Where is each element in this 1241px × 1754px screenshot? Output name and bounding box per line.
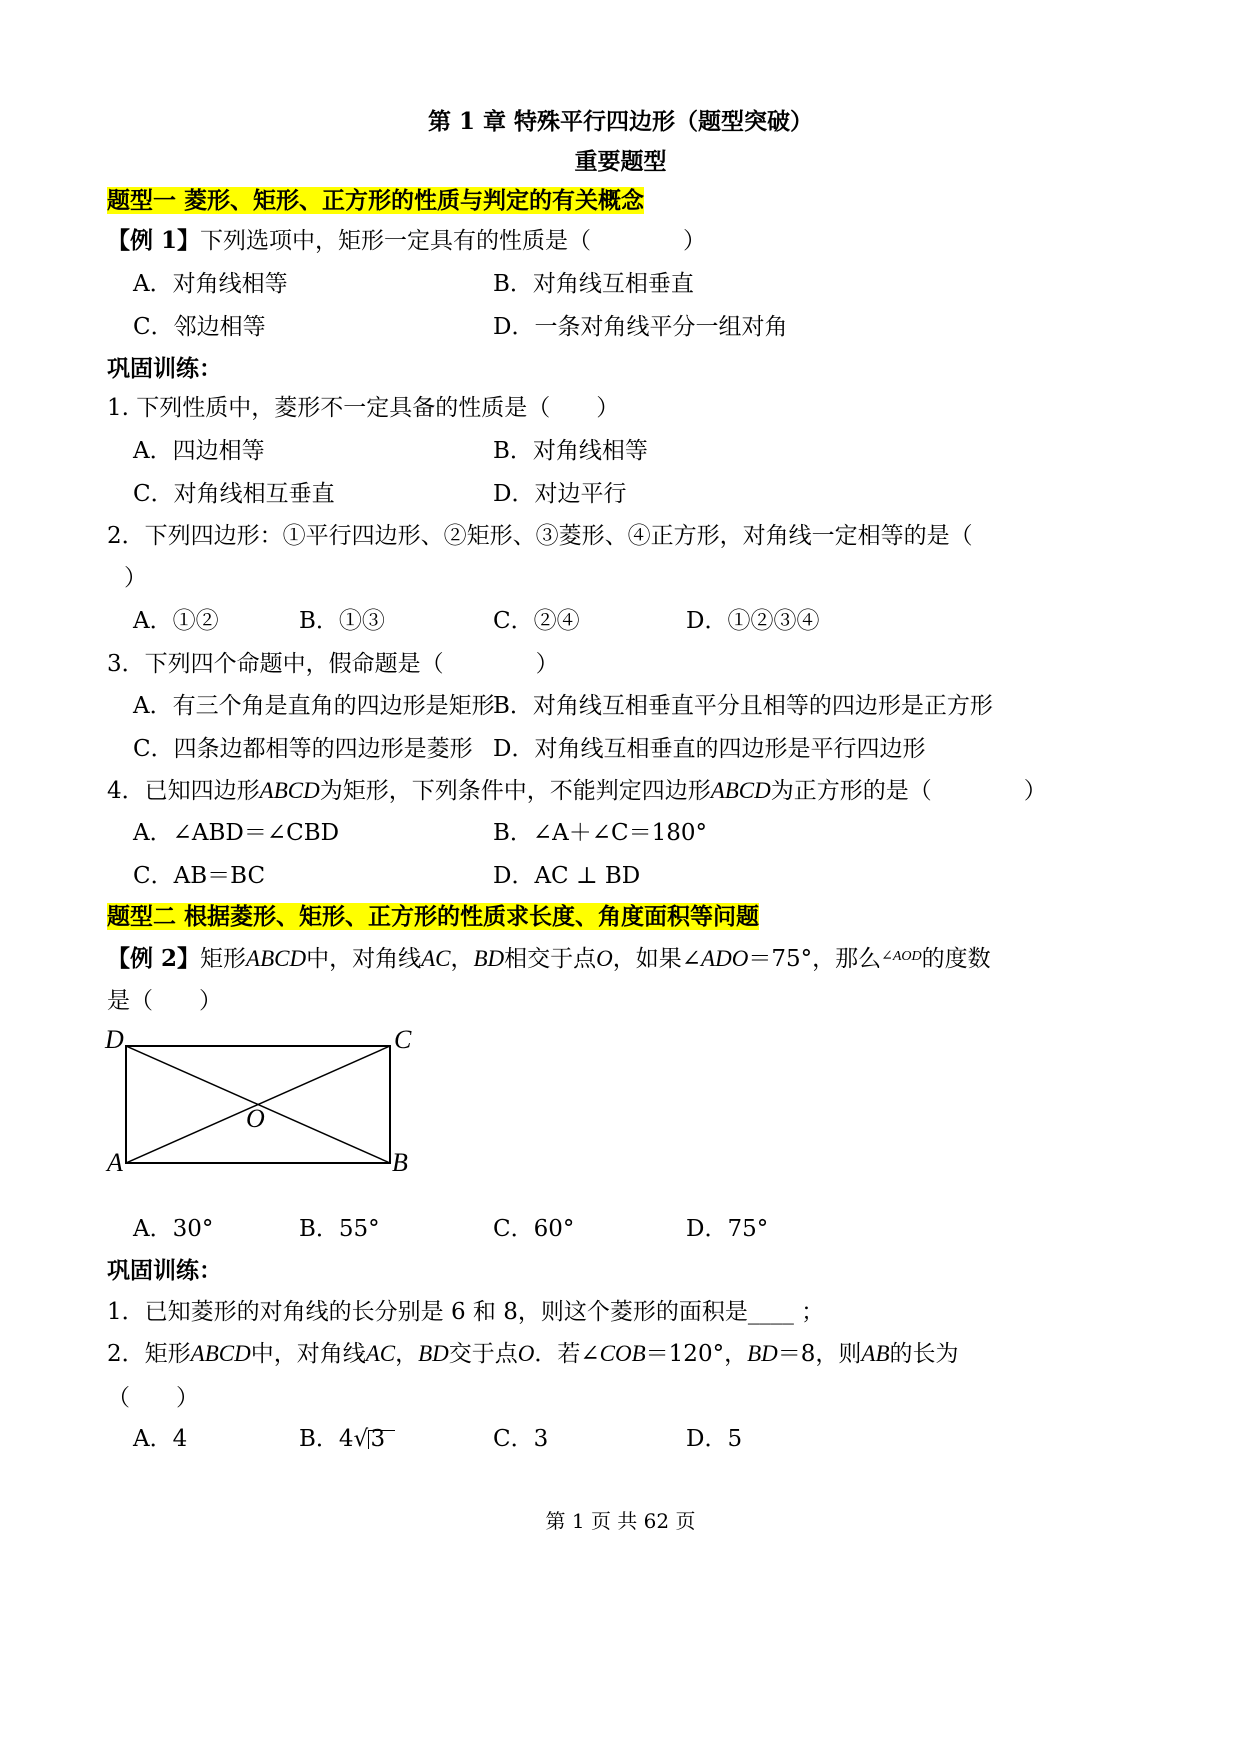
example1-stem (107, 226, 706, 256)
s2-q2-option-b-radicand: 3 (368, 1426, 385, 1452)
s2-q2-stem-cont: （ ） (107, 1385, 199, 1411)
section2-heading (107, 902, 759, 932)
example2-option-a: A．30° (133, 1216, 214, 1242)
ex2-m5: ADO (701, 946, 749, 971)
example2-option-c: C．60° (493, 1216, 575, 1242)
s1-q3-option-d: D．对角线互相垂直的四边形是平行四边形 (493, 736, 926, 762)
s1-q4-text-2: 为矩形，下列条件中，不能判定四边形 (319, 778, 711, 804)
s1-q2-option-c: C．②④ (493, 608, 580, 634)
s1-q2-option-b: B．①③ (299, 608, 385, 634)
s2-q2-option-b-coef: B．4 (299, 1426, 354, 1452)
s2q2-t4: 交于点 (448, 1341, 518, 1367)
s2q2-m1: ABCD (190, 1341, 251, 1366)
label-b: B (392, 1148, 408, 1177)
ex2-m3: BD (473, 946, 505, 971)
ex2-m1: ABCD (246, 946, 307, 971)
s1-q3-option-c: C．四条边都相等的四边形是菱形 (133, 736, 473, 762)
s1-q1-stem: 1. 下列性质中，菱形不一定具备的性质是（ ） (107, 395, 620, 421)
s2q2-m4: O (517, 1341, 535, 1366)
s1-q3-option-b: B．对角线互相垂直平分且相等的四边形是正方形 (493, 693, 993, 719)
s1-q4-math-1: ABCD (259, 778, 320, 803)
example1-text: 下列选项中，矩形一定具有的性质是（ ） (200, 228, 707, 254)
s2q2-t3: ， (395, 1341, 419, 1367)
s1-q4-option-a: A．∠ABD＝∠CBD (133, 820, 340, 846)
example2-stem-cont: 是（ ） (107, 988, 222, 1014)
s2q2-t8: 的长为 (889, 1341, 959, 1367)
s2q2-t6: ＝120°， (645, 1341, 748, 1367)
s1-q3-option-a: A．有三个角是直角的四边形是矩形 (133, 693, 495, 719)
sqrt-sign: √ (353, 1426, 369, 1452)
rectangle-diagram (100, 1020, 430, 1180)
s2q2-t2: 中，对角线 (250, 1341, 366, 1367)
document-title: 第 1 章 特殊平行四边形（题型突破） (427, 108, 814, 135)
example1-option-c: C．邻边相等 (133, 314, 266, 340)
s2-q2-stem (107, 1339, 959, 1369)
example2-option-b: B．55° (299, 1216, 380, 1242)
example1-tag: 【例 1】 (107, 227, 201, 254)
example1-option-d: D．一条对角线平分一组对角 (493, 314, 788, 340)
example2-tag: 【例 2】 (107, 945, 201, 972)
s1-q4-text-1: 4．已知四边形 (107, 778, 260, 804)
s1-q4-math-2: ABCD (710, 778, 771, 803)
s2q2-m2: AC (365, 1341, 396, 1366)
s1-q2-option-d: D．①②③④ (686, 608, 820, 634)
page-footer: 第 1 页 共 62 页 (545, 1509, 696, 1533)
s1-q4-stem (107, 776, 1047, 806)
s1-q1-option-d: D．对边平行 (493, 481, 627, 507)
ex2-m4: O (596, 946, 613, 971)
section2-heading-text: 题型二 根据菱形、矩形、正方形的性质求长度、角度面积等问题 (107, 903, 760, 930)
s1-q1-option-b: B．对角线相等 (493, 438, 648, 464)
s1-q2-stem: 2．下列四边形：①平行四边形、②矩形、③菱形、④正方形，对角线一定相等的是（ (107, 523, 973, 549)
s2q2-t1: 2．矩形 (107, 1341, 191, 1367)
ex2-t3: ， (450, 946, 474, 972)
s1-q1-option-c: C．对角线相互垂直 (133, 481, 335, 507)
s1-q4-option-b: B．∠A＋∠C＝180° (493, 820, 708, 846)
s1-q1-option-a: A．四边相等 (133, 438, 265, 464)
label-d: D (105, 1025, 124, 1054)
s2-q2-option-c: C．3 (493, 1426, 549, 1452)
practice2-label: 巩固训练： (107, 1257, 222, 1284)
label-a: A (107, 1148, 123, 1177)
document-subtitle: 重要题型 (574, 148, 667, 175)
s2q2-m3: BD (418, 1341, 449, 1366)
ex2-t5: ，如果∠ (612, 946, 702, 972)
s2q2-m7: AB (861, 1341, 890, 1366)
example2-option-d: D．75° (686, 1216, 769, 1242)
practice1-label: 巩固训练： (107, 355, 222, 382)
section1-heading-text: 题型一 菱形、矩形、正方形的性质与判定的有关概念 (107, 187, 645, 214)
ex2-t6: ＝75°，那么 (748, 946, 882, 972)
label-c: C (394, 1025, 412, 1054)
example1-option-a: A．对角线相等 (133, 271, 288, 297)
example1-option-b: B．对角线互相垂直 (493, 271, 694, 297)
ex2-t2: 中，对角线 (306, 946, 422, 972)
example2-stem (107, 942, 991, 974)
s1-q3-stem: 3．下列四个命题中，假命题是（ ） (107, 651, 559, 677)
s1-q2-option-a: A．①② (133, 608, 219, 634)
ex2-t4: 相交于点 (504, 946, 597, 972)
s2-q1-stem: 1．已知菱形的对角线的长分别是 6 和 8，则这个菱形的面积是____ ； (107, 1299, 825, 1325)
ex2-t7: 的度数 (921, 946, 991, 972)
ex2-t1: 矩形 (200, 946, 247, 972)
s2-q2-option-d: D．5 (686, 1426, 743, 1452)
s2q2-m6: BD (747, 1341, 778, 1366)
label-o: O (246, 1104, 265, 1133)
ex2-small-angle: ∠AOD (881, 949, 922, 964)
s1-q4-option-d: D．AC ⊥ BD (493, 863, 641, 889)
s2q2-t5: ．若∠ (534, 1341, 600, 1367)
s2-q2-option-b (299, 1424, 385, 1454)
s2-q2-option-a: A．4 (133, 1426, 188, 1452)
s2q2-t7: ＝8，则 (777, 1341, 862, 1367)
s1-q4-option-c: C．AB＝BC (133, 863, 266, 889)
ex2-m2: AC (421, 946, 451, 971)
section1-heading (107, 186, 644, 216)
s2q2-m5: COB (599, 1341, 646, 1366)
s1-q4-text-3: 为正方形的是（ ） (770, 778, 1047, 804)
s1-q2-stem-cont: ） (124, 565, 147, 591)
